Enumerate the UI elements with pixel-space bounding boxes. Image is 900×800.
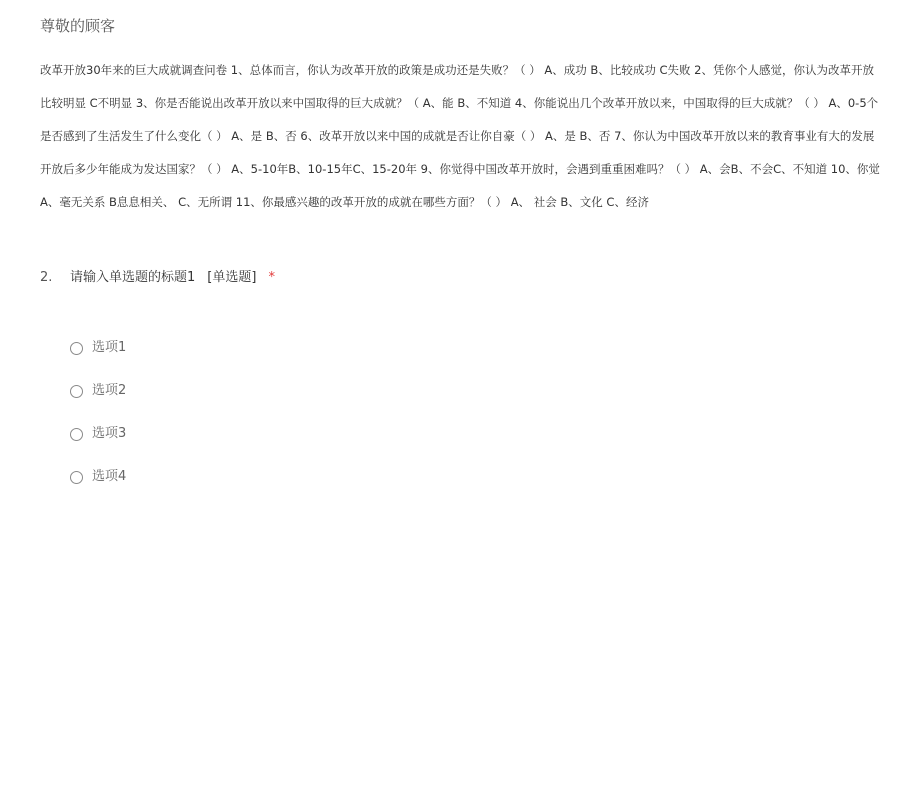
question-header — [40, 266, 275, 290]
option-label: 选项4 — [92, 469, 127, 484]
description-line: 是否感到了生活发生了什么变化（ ） A、是 B、否 6、改革开放以来中国的成就是否让你自豪（ ） A、是 B、否 7、你认为中国改革开放以来的教育事业有大的发展 — [40, 129, 875, 143]
survey-description — [40, 54, 900, 219]
option-item-3[interactable] — [70, 423, 126, 445]
radio-button[interactable] — [70, 385, 83, 398]
description-line: 比较明显 C不明显 3、你是否能说出改革开放以来中国取得的巨大成就？（ A、能 B、不知道 4、你能说出几个改革开放以来，中国取得的巨大成就？（ ） A、0-5个 — [40, 96, 879, 110]
description-line: 开放后多少年能成为发达国家？（ ） A、5-10年B、10-15年C、15-20年 9、你觉得中国改革开放时，会遇到重重困难吗？（ ） A、会B、不会C、不知道 10、你觉 — [40, 162, 880, 176]
required-mark: * — [268, 270, 275, 285]
radio-button[interactable] — [70, 342, 83, 355]
question-type-label: [单选题] — [207, 270, 257, 285]
question-title: 请输入单选题的标题1 — [70, 270, 196, 285]
option-label: 选项3 — [92, 426, 127, 441]
question-number: 2. — [40, 270, 53, 285]
description-line: 改革开放30年来的巨大成就调查问卷 1、总体而言，你认为改革开放的政策是成功还是失败？（ ） A、成功 B、比较成功 C失败 2、凭你个人感觉，你认为改革开放 — [40, 63, 874, 77]
radio-button[interactable] — [70, 471, 83, 484]
option-item-4[interactable] — [70, 466, 126, 488]
option-list — [70, 337, 126, 509]
description-line: A、毫无关系 B息息相关、 C、无所谓 11、你最感兴趣的改革开放的成就在哪些方面？（ ） A、 社会 B、文化 C、经济 — [40, 195, 649, 209]
option-item-2[interactable] — [70, 380, 126, 402]
option-label: 选项2 — [92, 383, 127, 398]
option-label: 选项1 — [92, 340, 127, 355]
greeting-heading: 尊敬的顾客 — [40, 17, 116, 35]
option-item-1[interactable] — [70, 337, 126, 359]
radio-button[interactable] — [70, 428, 83, 441]
